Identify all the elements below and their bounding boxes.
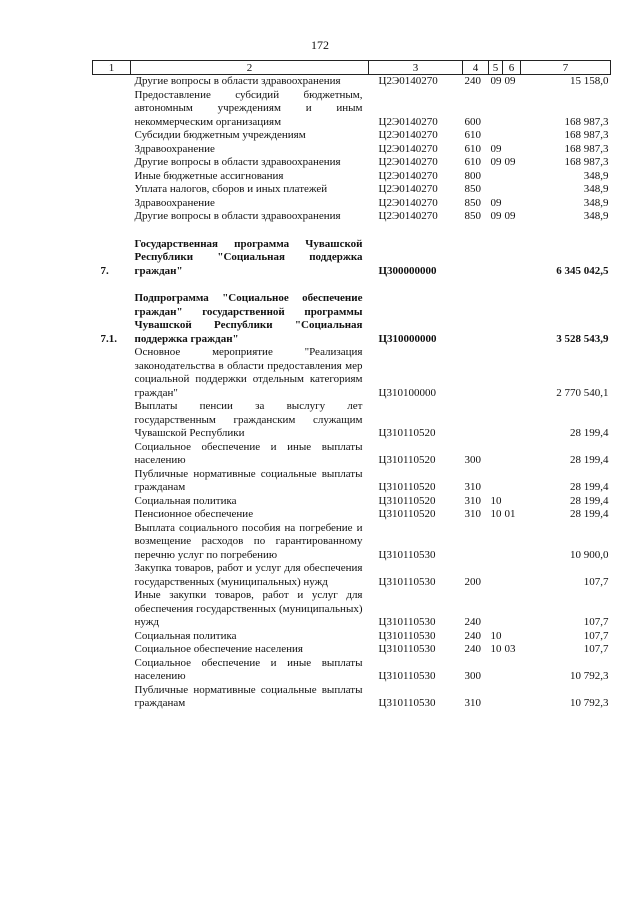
row-name-cell: Другие вопросы в области здравоохранения	[134, 210, 341, 222]
expense-type-cell	[463, 278, 489, 346]
column-header: 7	[521, 61, 611, 75]
section-cell	[489, 129, 503, 143]
section-cell	[489, 183, 503, 197]
expense-type-cell: 240	[464, 616, 481, 628]
subsection-cell	[503, 495, 521, 509]
amount-cell: 107,7	[583, 643, 609, 655]
row-number-cell	[93, 89, 131, 130]
target-code-cell: Ц2Э0140270	[378, 129, 438, 141]
table-row	[93, 657, 611, 684]
table-row	[93, 562, 611, 589]
row-number-cell	[93, 643, 131, 657]
row-name-cell: Основное мероприятие "Реализация законодательства в области предоставления мер социальной поддержки отдельным категориям граждан"	[134, 346, 363, 399]
row-number-cell	[93, 495, 131, 509]
subsection-cell	[503, 468, 521, 495]
target-code-cell: Ц310100000	[378, 386, 436, 399]
table-row	[93, 75, 611, 89]
row-name-cell: Социальное обеспечение и иные выплаты населению	[134, 656, 363, 682]
target-code-cell: Ц310110520	[378, 481, 436, 493]
amount-cell: 2 770 540,1	[556, 386, 609, 399]
subsection-cell	[503, 684, 521, 711]
table-row	[93, 129, 611, 143]
row-name-cell: Государственная программа Чувашской Республики "Социальная поддержка граждан"	[134, 237, 363, 277]
section-cell	[489, 684, 503, 711]
subsection-cell	[503, 224, 521, 279]
amount-cell: 28 199,4	[570, 454, 609, 466]
row-name-cell: Иные закупки товаров, работ и услуг для обеспечения государственных (муниципальных) нужд	[134, 589, 363, 628]
row-name-cell: Предоставление субсидий бюджетным, автономным учреждениям и иным некоммерческим организациям	[134, 88, 363, 128]
row-name-cell: Выплата социального пособия на погребение и возмещение расходов по гарантированному перечню услуг по погребению	[134, 521, 363, 561]
subsection-cell	[503, 441, 521, 468]
table-row	[93, 630, 611, 644]
amount-cell: 10 900,0	[570, 548, 609, 561]
budget-table	[92, 60, 611, 711]
expense-type-cell: 610	[464, 142, 481, 155]
subsection-cell	[503, 143, 521, 157]
row-name-cell: Иные бюджетные ассигнования	[134, 169, 284, 182]
page-number: 172	[311, 38, 329, 52]
row-number-cell	[93, 183, 131, 197]
section-cell	[489, 400, 503, 441]
target-code-cell: Ц310110530	[378, 643, 436, 655]
subsection-cell	[503, 522, 521, 563]
subsection-cell: 03	[504, 643, 516, 655]
expense-type-cell: 610	[464, 129, 481, 141]
section-cell	[489, 441, 503, 468]
target-code-cell: Ц310000000	[378, 332, 437, 345]
target-code-cell: Ц310110530	[378, 697, 436, 709]
section-cell	[489, 278, 503, 346]
subsection-cell	[503, 89, 521, 130]
row-number-cell	[93, 508, 131, 522]
row-number-cell	[93, 346, 131, 400]
table-row	[93, 183, 611, 197]
row-number-cell	[93, 143, 131, 157]
section-cell	[489, 468, 503, 495]
amount-cell: 28 199,4	[570, 508, 609, 520]
column-header: 6	[503, 61, 521, 75]
table-row	[93, 143, 611, 157]
row-number-cell	[93, 156, 131, 170]
section-cell: 09	[490, 196, 502, 209]
target-code-cell: Ц310110520	[378, 454, 436, 466]
table-row	[93, 508, 611, 522]
row-number-cell	[93, 630, 131, 644]
expense-type-cell: 310	[464, 508, 481, 520]
amount-cell: 348,9	[583, 183, 609, 195]
expense-type-cell: 850	[464, 183, 481, 195]
section-cell	[489, 657, 503, 684]
expense-type-cell: 310	[464, 481, 481, 493]
amount-cell: 348,9	[583, 196, 609, 209]
row-number-cell	[93, 129, 131, 143]
subsection-cell: 01	[504, 508, 516, 520]
amount-cell: 28 199,4	[570, 481, 609, 493]
target-code-cell: Ц310110520	[378, 508, 436, 520]
subsection-cell	[503, 129, 521, 143]
subsection-cell	[503, 346, 521, 400]
expense-type-cell: 300	[464, 670, 481, 682]
target-code-cell: Ц2Э0140270	[378, 196, 438, 209]
row-number-cell	[93, 522, 131, 563]
row-number-cell	[93, 684, 131, 711]
row-name-cell: Здравоохранение	[134, 142, 215, 155]
table-row	[93, 684, 611, 711]
target-code-cell: Ц310110530	[378, 629, 436, 642]
section-cell	[489, 170, 503, 184]
subsection-cell	[503, 400, 521, 441]
table-header-row	[93, 61, 611, 75]
section-cell	[489, 589, 503, 630]
row-name-cell: Социальная политика	[134, 629, 237, 642]
section-cell	[489, 89, 503, 130]
row-name-cell: Подпрограмма "Социальное обеспечение граждан" государственной программы Чувашской Республики "Социальная поддержка граждан"	[134, 292, 363, 345]
table-row	[93, 400, 611, 441]
row-number-cell	[93, 170, 131, 184]
section-cell	[489, 522, 503, 563]
row-name-cell: Выплаты пенсии за выслугу лет государственным гражданским служащим Чувашской Республики	[134, 400, 363, 439]
target-code-cell: Ц310110530	[378, 548, 436, 561]
amount-cell: 107,7	[583, 616, 609, 628]
row-number-cell	[93, 657, 131, 684]
section-cell: 10	[490, 629, 502, 642]
subsection-cell	[503, 183, 521, 197]
target-code-cell: Ц310110530	[378, 575, 436, 588]
row-name-cell: Здравоохранение	[134, 196, 215, 209]
amount-cell: 107,7	[583, 575, 609, 588]
expense-type-cell: 850	[464, 196, 481, 209]
row-name-cell: Публичные нормативные социальные выплаты гражданам	[134, 467, 363, 493]
expense-type-cell: 300	[464, 454, 481, 466]
target-code-cell: Ц310110530	[378, 616, 436, 628]
table-row	[93, 441, 611, 468]
column-header: 1	[93, 61, 131, 75]
expense-type-cell: 310	[464, 697, 481, 709]
target-code-cell: Ц310110520	[378, 427, 436, 439]
table-row	[93, 468, 611, 495]
row-name-cell: Другие вопросы в области здравоохранения	[134, 75, 341, 87]
expense-type-cell: 240	[464, 629, 481, 642]
column-header: 5	[489, 61, 503, 75]
row-number-cell	[93, 441, 131, 468]
expense-type-cell: 240	[464, 75, 481, 87]
amount-cell: 28 199,4	[570, 494, 609, 507]
amount-cell: 6 345 042,5	[556, 264, 609, 277]
amount-cell: 168 987,3	[564, 115, 609, 128]
row-number-cell	[93, 197, 131, 211]
expense-type-cell: 610	[464, 156, 481, 168]
target-code-cell: Ц2Э0140270	[378, 115, 438, 128]
row-number-cell	[93, 589, 131, 630]
amount-cell: 10 792,3	[570, 670, 609, 682]
expense-type-cell	[463, 400, 489, 441]
expense-type-cell: 200	[464, 575, 481, 588]
target-code-cell: Ц2Э0140270	[378, 142, 438, 155]
target-code-cell: Ц310110520	[378, 494, 436, 507]
subsection-cell	[503, 197, 521, 211]
amount-cell: 348,9	[583, 169, 609, 182]
row-number-cell	[93, 400, 131, 441]
section-cell: 10	[490, 508, 502, 520]
table-row	[93, 495, 611, 509]
row-name-cell: Публичные нормативные социальные выплаты гражданам	[134, 683, 363, 709]
subsection-cell: 09	[504, 156, 516, 168]
subsection-cell	[503, 562, 521, 589]
expense-type-cell: 310	[464, 494, 481, 507]
table-row	[93, 156, 611, 170]
expense-type-cell: 600	[464, 115, 481, 128]
row-name-cell: Закупка товаров, работ и услуг для обеспечения государственных (муниципальных) нужд	[134, 562, 363, 588]
table-row	[93, 197, 611, 211]
target-code-cell: Ц2Э0140270	[378, 210, 438, 222]
row-number-cell: 7.	[100, 264, 109, 277]
row-name-cell: Уплата налогов, сборов и иных платежей	[134, 183, 328, 195]
amount-cell: 168 987,3	[564, 129, 609, 141]
row-name-cell: Субсидии бюджетным учреждениям	[134, 129, 306, 141]
table-row	[93, 224, 611, 279]
amount-cell: 28 199,4	[570, 427, 609, 439]
target-code-cell: Ц2Э0140270	[378, 183, 438, 195]
amount-cell: 10 792,3	[570, 697, 609, 709]
table-row	[93, 643, 611, 657]
column-header: 3	[369, 61, 463, 75]
section-cell	[489, 562, 503, 589]
amount-cell: 15 158,0	[570, 75, 609, 87]
target-code-cell: Ц310110530	[378, 670, 436, 682]
row-name-cell: Другие вопросы в области здравоохранения	[134, 156, 341, 168]
expense-type-cell	[463, 522, 489, 563]
expense-type-cell: 850	[464, 210, 481, 222]
section-cell	[489, 224, 503, 279]
section-cell: 09	[490, 210, 502, 222]
target-code-cell: Ц2Э0140270	[378, 169, 438, 182]
table-row	[93, 346, 611, 400]
section-cell	[489, 346, 503, 400]
target-code-cell: Ц2Э0140270	[378, 156, 438, 168]
subsection-cell	[503, 589, 521, 630]
subsection-cell	[503, 170, 521, 184]
table-body	[93, 75, 611, 711]
section-cell: 09	[490, 142, 502, 155]
amount-cell: 168 987,3	[564, 156, 609, 168]
expense-type-cell	[463, 346, 489, 400]
table-row	[93, 170, 611, 184]
subsection-cell: 09	[504, 210, 516, 222]
row-name-cell: Социальная политика	[134, 494, 237, 507]
section-cell: 10	[490, 643, 502, 655]
expense-type-cell	[463, 224, 489, 279]
section-cell: 09	[490, 156, 502, 168]
row-number-cell	[93, 562, 131, 589]
amount-cell: 348,9	[583, 210, 609, 222]
table-row	[93, 210, 611, 224]
expense-type-cell: 240	[464, 643, 481, 655]
section-cell: 09	[490, 75, 502, 87]
column-header: 4	[463, 61, 489, 75]
table-row	[93, 278, 611, 346]
subsection-cell: 09	[504, 75, 516, 87]
target-code-cell: Ц2Э0140270	[378, 75, 438, 87]
row-name-cell: Социальное обеспечение населения	[134, 643, 303, 655]
row-number-cell	[93, 75, 131, 89]
row-number-cell: 7.1.	[100, 332, 117, 345]
table-row	[93, 89, 611, 130]
subsection-cell	[503, 630, 521, 644]
table-row	[93, 589, 611, 630]
row-name-cell: Пенсионное обеспечение	[134, 508, 254, 520]
row-name-cell: Социальное обеспечение и иные выплаты населению	[134, 440, 363, 466]
table-row	[93, 522, 611, 563]
subsection-cell	[503, 657, 521, 684]
subsection-cell	[503, 278, 521, 346]
row-number-cell	[93, 468, 131, 495]
target-code-cell: Ц300000000	[378, 264, 437, 277]
section-cell: 10	[490, 494, 502, 507]
amount-cell: 107,7	[583, 629, 609, 642]
expense-type-cell: 800	[464, 169, 481, 182]
column-header: 2	[131, 61, 369, 75]
row-number-cell	[93, 210, 131, 224]
amount-cell: 3 528 543,9	[556, 332, 609, 345]
amount-cell: 168 987,3	[564, 142, 609, 155]
